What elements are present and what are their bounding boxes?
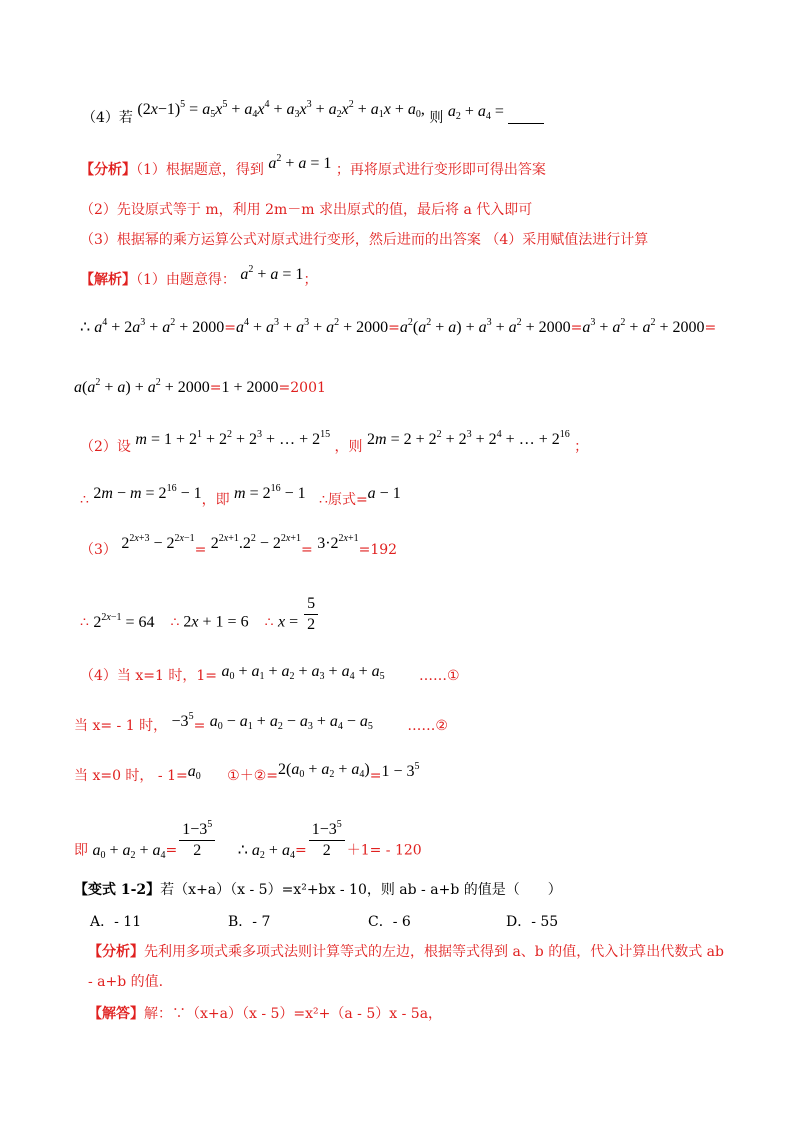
result-192: 192 xyxy=(370,542,398,558)
solution-2-result: ∴ $2m - m = 2^{16} - 1$，即 $m = 2^{16} - 1$ ∴原式=a − 1 xyxy=(80,483,401,508)
option-d[interactable]: D．- 55 xyxy=(506,914,559,930)
variant-label: 【变式 1-2】 xyxy=(74,882,161,898)
result-neg120: ＋1= - 120 xyxy=(346,842,422,859)
result-2001: 2001 xyxy=(290,380,326,396)
option-b[interactable]: B．- 7 xyxy=(228,914,271,930)
fraction-5-2: $\frac{5}{2}$ xyxy=(304,594,318,635)
solution-2: （2）设 $m = 1 + 2^1 + 2^2 + 2^3$ + … + $2^{15}$ ，则 $2m = 2 + 2^2 + 2^3 + 2^4$ + … + $2^{16}$ ； xyxy=(80,429,589,455)
solution-3: （3） $2^{2x+3} - 2^{2x-1}= 2^{2x+1}.2^2 - 2^{2x+1}= 3\cdot 2^{2x+1}=192$ xyxy=(80,533,398,558)
analysis-equation: $a^2 + a = 1$ xyxy=(268,153,332,172)
solution-4-x0: 当 x=0 时， - $1=a_0$ $①+②=2(a_0 + a_2 + a_4)=1 - 3^5$ xyxy=(74,761,420,784)
solution-1-derivation: ∴ $a^4 + 2a^3 + a^2 + 2000=a^4 + a^3 + a^3 + a^2 + 2000=a^2(a^2 + a) + a^3 + a^2 + 2000=a^3 + a^2 + a^2 + 2000=$ xyxy=(80,317,717,336)
q4-label: （4）若 xyxy=(82,110,133,126)
q4-equation: $(2x-1)^5 = a_5x^5 + a_4x^4 + a_3x^3 + a_2x^2 + a_1x + a_0$, xyxy=(137,99,425,120)
solution-4-x1: （4）当 x=1 时，$1= a_0 + a_1 + a_2 + a_3 + a_4 + a_5$ ……① xyxy=(80,663,460,684)
fraction-1: $\frac{1-3^5}{2}$ xyxy=(179,820,215,861)
q4-then: 则 xyxy=(429,110,444,126)
solution-4-xneg1: 当 x= - 1 时， $-3^5= a_0 - a_1 + a_2 - a_3 + a_4 - a_5$ ……② xyxy=(74,711,448,734)
analysis-2: （2）先设原式等于 m，利用 2m－m 求出原式的值，最后将 a 代入即可 xyxy=(80,202,533,218)
variant-question xyxy=(74,880,562,900)
variant-analysis: 【分析】先利用多项式乘多项式法则计算等式的左边，根据等式得到 a、b 的值，代入计算出代数式 ab xyxy=(88,944,724,960)
variant-answer-label: 【解答】 xyxy=(88,1006,144,1022)
question-4 xyxy=(82,99,544,128)
option-c[interactable]: C．- 6 xyxy=(368,914,411,930)
analysis-label: 【分析】 xyxy=(80,162,136,178)
option-a[interactable]: A．- 11 xyxy=(90,914,142,930)
answer-blank xyxy=(508,109,544,124)
solution-1: 【解析】（1）由题意得： $a^2 + a = 1$； xyxy=(80,264,318,288)
variant-text: 若（x+a）（x - 5）=x²+bx - 10，则 ab - a+b 的值是（ ） xyxy=(160,882,562,898)
variant-analysis-label: 【分析】 xyxy=(88,944,144,960)
solution-3-result: ∴ $2^{2x-1} = 64$ ∴ 2x + 1 = 6 ∴ x = $\frac{5}{2}$ xyxy=(80,602,320,643)
fraction-2: $\frac{1-3^5}{2}$ xyxy=(309,820,345,861)
analysis-1: 【分析】（1）根据题意，得到 $a^2 + a = 1$ ；再将原式进行变形即可得出答案 xyxy=(80,153,546,178)
analysis-3: （3）根据幂的乘方运算公式对原式进行变形，然后进而的出答案 （4）采用赋值法进行计算 xyxy=(80,232,649,248)
variant-analysis-2: - a+b 的值. xyxy=(88,974,164,990)
solution-1-result: $a(a^2 + a) + a^2 + 2000=1 + 2000=2001$ xyxy=(74,377,326,396)
solution-4-final: 即 $a_0 + a_2 + a_4=$ $\frac{1-3^5}{2}$ ∴ $a_2 + a_4=$ $\frac{1-3^5}{2}$ ＋1= - 120 xyxy=(74,819,422,861)
variant-answer: 【解答】解：∵（x+a）（x - 5）=x²+（a - 5）x - 5a， xyxy=(88,1006,443,1022)
solution-label: 【解析】 xyxy=(80,272,136,288)
solution-1-equation: $a^2 + a = 1$ xyxy=(240,264,304,283)
q4-target: $a_2 + a_4$ = xyxy=(447,103,508,122)
